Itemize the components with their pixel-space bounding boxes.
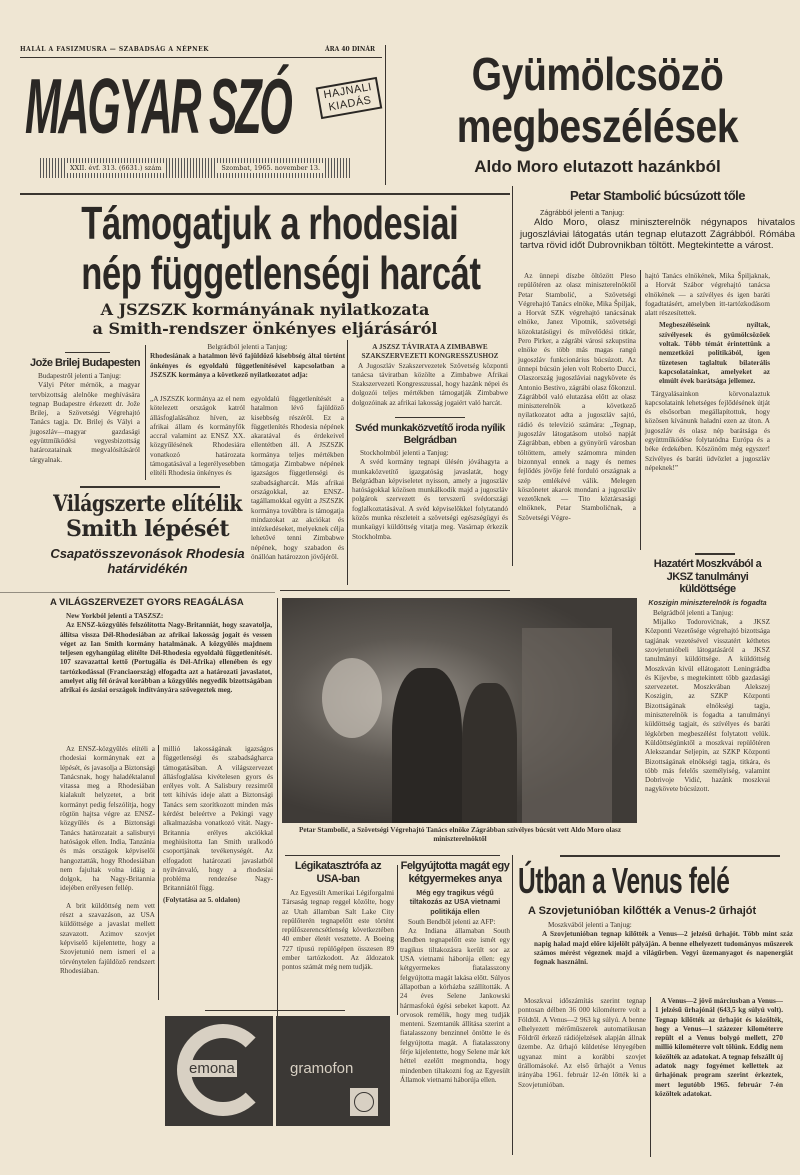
- venus-lead: A Szovjetunióban tegnap kilőtték a Venus—2 jelzésű űrhajót. Több mint száz napig halad majd előre kijelölt pályáján. A benne elhelyezett tudományos műszerek számos mérést végeznek majd a világűrben. Vegyi üzemanyagot és napenergiát fognak használni.: [534, 930, 793, 967]
- moszkva-dateline: Belgrádból jelenti a Tanjug:: [653, 608, 734, 617]
- edition-stamp: HAJNALI KIADÁS: [316, 77, 383, 119]
- main-body: „A JSZSZK kormánya az el nem kötelezett országok katról állásfoglalásához híven, az afrikai állam és kormányfők accral valamint az ENSZ XX. közgyűlésének Rhodesiára vonatkozó határozata támogatásával a legerélyesebben elítéli Rhodesia önkényes és: [150, 395, 245, 478]
- vilag-dateline: New Yorkból jelenti a TASZSZ:: [66, 612, 164, 620]
- gramofon-panel: gramofon: [276, 1016, 390, 1126]
- brilej-body: Vályi Péter mérnök, a magyar tervbizottság alelnöke meghívására tegnap Budapestre érkezett dr. Jože Brilej, a Szövetségi Végrehajtó Tanács tagja. Dr. Brilej és Vályi a jugoszláv—magyar gazdasági együttműködési vegyesbizottság határozatainak megvalósításáról tárgyalnak.: [30, 381, 140, 464]
- moszkva-body: Mijalko Todorovićnak, a JKSZ Központi Vezetősége végrehajtó bizottsága tagjának vezetésével visszatért kéthetes szovjetunióbeli látogatásáról a JKSZ tanulmányi küldöttsége. A küldöttség Moszkván kívül ellátogatott Leningrádba és Kijevbe, s megtekintett több gazdasági szervezetet. Moszkvában Alekszej Koszigin, az SZKP Központi Bizottságának elnökségi tagja, miniszterelnök is fogadta a tanulmányi küldöttség tagjait, és szívélyes és baráti légkörben megbeszélést folytatott velük. Küldöttségünktől a moszkvai repülőtéren Alekszandar Seljepin, az SZKP Központi Bizottságának elnökségi tagja, titkára, és több más felelős személyiség, valamint Dobrivoje Vidić, hazánk moszkvai nagykövete búcsúzott.: [645, 618, 770, 794]
- stambolic-dateline: Zágrábból jelenti a Tanjug:: [540, 208, 625, 217]
- venus-dateline: Moszkvából jelenti a Tanjug:: [548, 921, 632, 929]
- emona-logo: emona: [165, 1016, 273, 1126]
- stambolic-col2-bold: Megbeszéléseink nyíltak, szívélyesek és gyümölcsözőek voltak. Több témát érintettünk a nemzetközi politikából, igen tüzetesen taglaltuk bilaterális kapcsolatainkat, amelyeket az elmúlt évek barátsága jellemez.: [659, 321, 770, 386]
- svede-headline: Svéd munkaközvetítő iroda nyílik Belgrádban: [355, 422, 505, 446]
- felgy-subtitle: Még egy tragikus végű tiltakozás az USA vietnami politikája ellen: [409, 888, 501, 916]
- main-lead: Rhodesiának a hatalmon lévő fajüldöző kisebbség által történt önkényes és egyoldalú függetlenítésével kapcsolatban a JSZSZK kormánya a következő nyilatkozatot adja:: [150, 352, 345, 379]
- legi-headline: Légikatasztrófa az USA-ban: [294, 860, 382, 885]
- issue-number: XXII. évf. 313. (6631.) szám: [66, 163, 165, 173]
- vilag-headline-1: Világszerte elítélik: [53, 491, 242, 517]
- main-dateline: Belgrádból jelenti a Tanjug:: [207, 343, 288, 351]
- main-subheadline-2: a Smith-rendszer önkényes eljárásáról: [92, 319, 438, 338]
- continued-note[interactable]: (Folytatása az 5. oldalon): [163, 895, 241, 904]
- svede-body: A svéd kormány tegnapi ülésén jóváhagyta a munkaközvetítő igazgatóság javaslatát, hogy Belgrádban képviseletet nyisson, amely a jugoszláv hatóságokkal közösen munkálkodik majd a jugoszláv polgárok szervezett és tervszerű svédországi foglalkoztatásával. A svéd képviselőkkel folytatandó közös munka részleteit a szövetségi egészségügyi és munkaügyi küldöttség vitatja meg. Vasárnap érkezik Stockholmba.: [352, 458, 508, 541]
- stambolic-col2-end: Tárgyalásainkon körvonalaztuk kapcsolataink lehetséges fejlődésének útját és elsősorban megállapítottuk, hogy közösen kívánunk haladni ezen az úton. A jugoszláv és olasz nép barátsága és együttműködése folytatódna Európa és a béke érdekében. Köszönöm még egyszer! Szívélyes és baráti üdvözlet a jugoszláv népeknek!”: [645, 389, 770, 472]
- vilag-subheadline-1: Csapatösszevonások Rhodesia: [50, 546, 245, 561]
- news-photo: [282, 598, 637, 823]
- price: ÁRA 40 DINÁR: [325, 46, 375, 53]
- felgy-dateline: South Bendből jelenti az AFP:: [408, 917, 496, 926]
- vilag-body-mid: millió lakosságának igazságos függetlenségi és szabadságharca támogatásában. A világszervezet állásfoglalása kivételesen gyors és erélyes volt. A Salisbury rezsimről tett kihívás ideje alatt a Biztonsági Tanács sem szorítkozott minden más kérdést beleértve a Pekingi vagy alkalmazásba vonatkozó vitát. Nagy-Britannia erélyes akciókkal meghiúsította Ian Smith uralkodó csoportjának tevékenységét. Az elfogadott határozati javaslatból nyilvánvaló, hogy a rhodesiai probléma rendezése Nagy-Britanniától függ.: [163, 745, 273, 893]
- main-subheadline-1: A JSZSZK kormányának nyilatkozata: [100, 300, 430, 319]
- top-headline-2: megbeszélések: [456, 100, 739, 152]
- main-headline-2: nép függetlenségi harcát: [81, 247, 481, 299]
- venus-subheadline: A Szovjetunióban kilőtték a Venus-2 űrhajót: [528, 905, 757, 917]
- telegram-title: A JSZSZ TÁVIRATA A ZIMBABWE SZAKSZERVEZETI KONGRESSZUSHOZ: [361, 343, 499, 361]
- newspaper-logo: MAGYAR SZÓ: [25, 62, 291, 150]
- photo-caption: Petar Stambolić, a Szövetségi Végrehajtó Tanács elnöke Zágrábban szívélyes búcsút vett Aldo Moro olasz miniszterelnöktől: [298, 826, 622, 844]
- issue-bar: [40, 158, 350, 178]
- stambolic-col1: Az ünnepi díszbe öltözött Pleso repülőtéren az olasz miniszterelnöktől Petar Stambolić, a Szövetségi Végrehajtó Tanács elnöke, Mika Špiljak, a Horvát SZK végrehajtó tanácsának elnöke, Janez Vipotnik, szövetségi közoktatásügyi és művelődési titkár, Pero Pirker, a zágrábi városi szkupstina elnöke és több más magas rangú jugoszláv funkcionárius búcsúzott. Az ünnepi búcsún jelen volt Roberto Ducci, Olaszország jugoszláviai nagykövete és Antonio Bestivo, zágrábi olasz főkonzul. Zágrábból való elutazása előtt az olasz miniszterelnök a következő nyilatkozatot adta a jugoszláv sajtó, rádió és televízió számára: „Tegnap, jugoszláv látogatásom utolsó napját Zágrábban, ebben a gyönyörű városban töltöttem, amely számomra minden bizonnyal ennek a nagy és nemes fejlődés jövője felé forduló országnak a szép emlékévé válik. Melegen köszönetet akarok mondani a jugoszláv vezetőknek — Tito köztársasági elnöknek, Petar Stambolićnak, a Szövetségi Végre-: [518, 272, 636, 522]
- svede-dateline: Stockholmból jelenti a Tanjug:: [360, 449, 449, 457]
- vilag-lead: Az ENSZ-közgyűlés felszólította Nagy-Britanniát, hogy szavatolja, állítsa vissza Dél-Rhodesiában az afrikai lakosság jogait és vessen véget az Ian Smith kormány hatalmának. A közgyűlés majdnem teljesen egyhangúlag elítélte Dél-Rhodesia egyoldalú függetlenítését. 107 szavazattal kettő (Portugália és Dél-Afrika) ellenében és egy tartózkodással (Franciaország) elfogadta azt a határozati javaslatot, amelyet alig fél órával korábban a közgyűlés negyedik bizottságában afrikai és ázsiai országok indítványára szövegeztek meg.: [60, 621, 272, 695]
- venus-body-2: A Venus—2 jövő márciusban a Venus—1 jelzésű űrhajónál (643,5 kg súlyú volt). Tegnap kilőtték az űrhajót és közölték, hogy a Venus—1 százezer kilométerre repült el a Venus bolygó mellett, 270 millió kilométerre volt tőlünk. Eddig nem közölték az adatokat. A tegnap felszállt új adatok nagy fogyémet kellettek az űrhajónak program szerint érkeztek, mert legutóbb 1965. február 7-én közöltek adatokat.: [655, 997, 783, 1098]
- stambolic-col2: hajtó Tanács elnökének, Mika Špiljaknak, a Horvát Szábor végrehajtó tanácsa elnökének — a szívélyes és igen baráti fogadtatásért, amelyben itt-tartózkodásom alatt részesítettek.: [645, 272, 770, 318]
- stambolic-lead: Aldo Moro, olasz miniszterelnök négynapos hivatalos jugoszláviai látogatás után tegnap elutazott Zágrábból. Rómába tartva rövid időt Dubrovnikban töltött. Megtekintette a várost.: [520, 217, 795, 252]
- moszkva-headline: Hazatért Moszkvából a JKSZ tanulmányi küldöttsége: [653, 558, 762, 595]
- felgy-headline: Felgyújtotta magát egy kétgyermekes anya: [400, 860, 510, 885]
- vilag-subheadline-2: határvidékén: [107, 561, 188, 576]
- record-logo-icon: [350, 1088, 378, 1116]
- top-subheadline: Aldo Moro elutazott hazánkból: [474, 157, 721, 176]
- emona-ad[interactable]: [165, 1016, 390, 1126]
- venus-body-1: Moszkvai időszámítás szerint tegnap pontosan délben 36 000 kilométerre volt a Földtől. A Venus—2 963 kg súlyú. A benne elhelyezett mérőműszerek automatikusan Földről érkező rádiójelzések alapján állnak üzembe. Az űrhajó küldetése lényegében ugyanaz mint a korábbi szovjet űrállomásoké. Az első űrhajót a Venus irányába 1961. február 12-én lőtték ki a Szovjetunióban.: [518, 997, 646, 1089]
- venus-headline: Útban a Venus felé: [518, 860, 730, 901]
- issue-date: Szombat, 1965. november 13.: [217, 163, 324, 173]
- vilag-kicker: A VILÁGSZERVEZET GYORS REAGÁLÁSA: [50, 597, 244, 608]
- legi-body: Az Egyesült Amerikai Légiforgalmi Társaság tegnap reggel közölte, hogy az Utah államban Salt Lake City repülőterén tegnapelőtt este történt repülőszerencsétlenség következtében 40 ember életét vesztette. A Boeing 727 típusú repülőgépen összesen 89 ember tartózkodott. Az áldozatok pontos számát még nem tudják.: [282, 889, 394, 972]
- vilag-body-1: Az ENSZ-közgyűlés elítéli a rhodesiai kormánynak ezt a lépését, és javasolja a Biztonsági Tanácsnak, hogy haladéktalanul vitassa meg a Rhodesiában kialakult helyzetet, a brit kormányt pedig felszólítja, hogy rögtön hajtsa végre az ENSZ-közgyűlés és a Biztonsági Tanács határozatait a salisburyi hatóságok ellen. India, Tanzánia és más országok képviselői hangoztatták, hogy Rhodesiában nem fajultak volna idáig a dolgok, ha Nagy-Britannia idejében erélyesen fellép.: [60, 745, 155, 893]
- brilej-headline: Jože Brilej Budapesten: [30, 357, 141, 369]
- vilag-headline-2: Smith lépését: [65, 516, 230, 542]
- vilag-body-2: A brit küldöttség nem vett részt a szavazáson, az USA küldöttsége a javaslat mellett szavazott. Azimov szovjet képviselő kijelentette, hogy a Szovjetunió nem ismeri el a törvénytelen fajüldöző rendszert Rhodesiában.: [60, 901, 155, 975]
- main-headline-1: Támogatjuk a rhodesiai: [81, 197, 459, 249]
- main-body-cont: egyoldalú függetlenítését a hatalmon lévő fajüldöző kisebbség részéről. Ez a függetlenítés Rhodesia népének akaratával és érdekeivel ellentétben áll. A JSZSZK kormánya teljes mértékben támogatja Zimbabwe népének igazságos függetlenségi és szabadságharcát. Más afrikai országokkal, az ENSZ-tagállamokkal együtt a JSZSZK kormánya továbbra is támogatja mindazokat az akciókat és intézkedéseket, melyeknek célja lehetővé tenni Zimbabwe népének, hogy szabadon és önállóan határozzon jövőjéről.: [251, 395, 344, 562]
- zimbabwe-telegram-box: [352, 343, 508, 408]
- stambolic-headline: Petar Stambolić búcsúzott tőle: [570, 188, 745, 203]
- felgy-body: Az Indiana államaban South Bendben tegnapelőtt este ismét egy tragikus tiltakozásra került sor az USA vietnami háborúja ellen: egy kétgyermekes fiatalasszony felgyújtotta magát lakása előtt. Súlyos állapotban a kórházba szállították. A 24 éves Selene Jankowski hármasfokú égési sebeket kapott. Az orvosok remélik, hogy meg tudják menteni. Szemtanúk állítása szerint a fiatalasszony benzinnel öntötte le és felgyújtotta magát. A fiatalasszony férje kijelentette, hogy Selene már két héttel ezelőtt megmondta, hogy mindenben tiltakozni fog az Egyesült Államok vietnami háborúja ellen.: [400, 927, 510, 1084]
- top-headline-1: Gyümölcsözö: [471, 48, 724, 100]
- motto: HALÁL A FASIZMUSRA — SZABADSÁG A NÉPNEK: [20, 46, 209, 53]
- telegram-body: A Jugoszláv Szakszervezetek Szövetség központi tanácsa táviratban közölte a Zimbabwe Afrikai Szakszervezeti Kongresszussal, hogy hazánk népei és dolgozói teljes mértékben támogatják Zimbabwe dolgozóinak az afrikai lakosság jogaiért való harcát.: [352, 361, 508, 407]
- moszkva-subtitle: Koszigin miniszterelnök is fogadta: [648, 597, 767, 607]
- brilej-dateline: Budapestről jelenti a Tanjug:: [38, 372, 121, 380]
